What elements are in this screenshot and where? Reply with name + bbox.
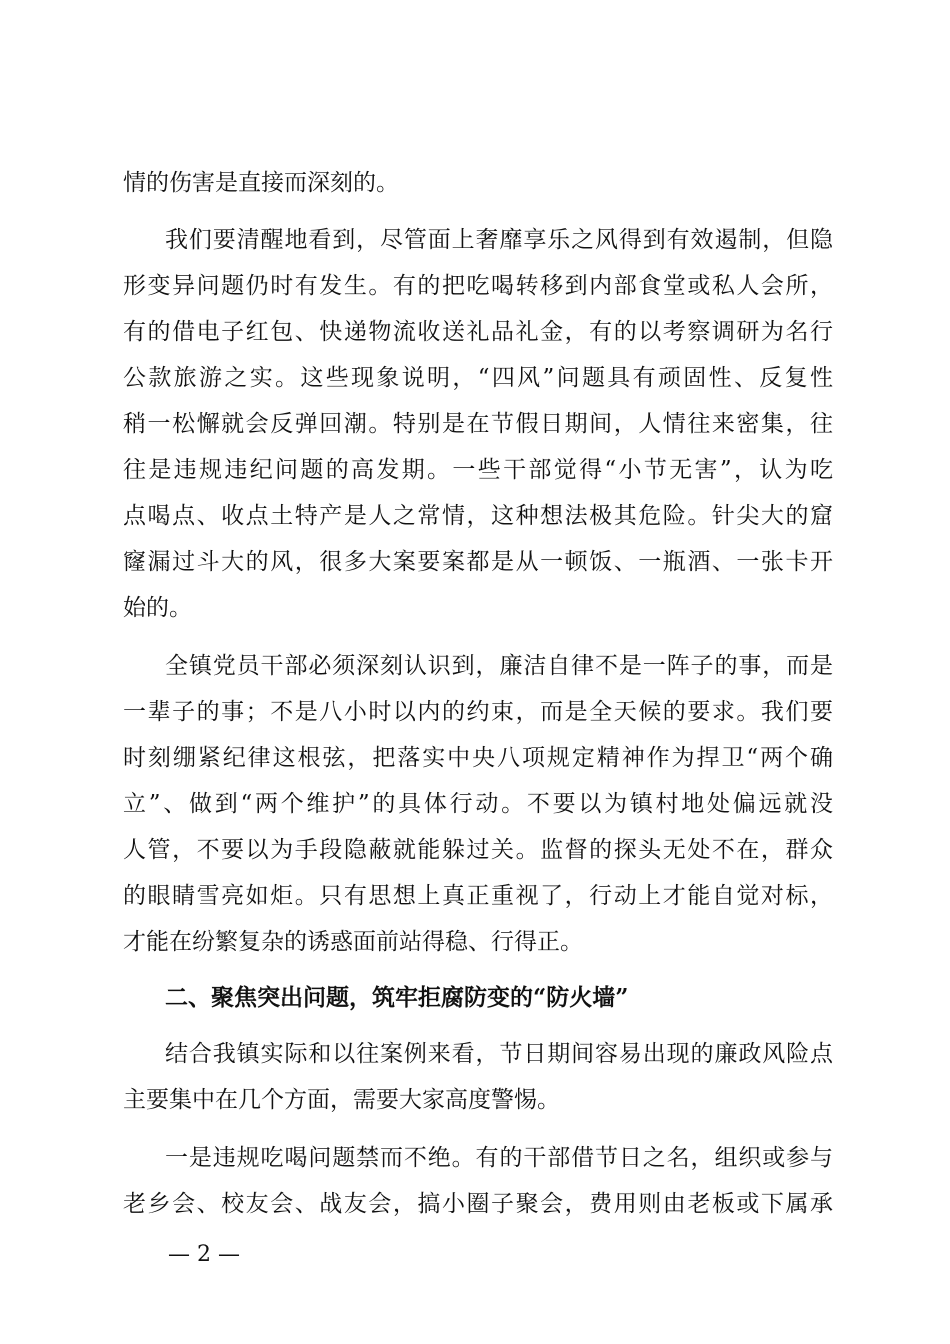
body-text-line: 时刻绷紧纪律这根弦，把落实中央八项规定精神作为捍卫“两个确 (123, 745, 833, 771)
body-text-line: 往是违规违纪问题的高发期。一些干部觉得“小节无害”，认为吃 (123, 457, 833, 483)
body-text-line: 窿漏过斗大的风，很多大案要案都是从一顿饭、一瓶酒、一张卡开 (123, 549, 833, 575)
body-text-line: 主要集中在几个方面，需要大家高度警惕。 (123, 1087, 560, 1113)
body-text-line: 一辈子的事；不是八小时以内的约束，而是全天候的要求。我们要 (123, 699, 833, 725)
page-number: — 2 — (168, 1242, 240, 1267)
body-text-line: 老乡会、校友会、战友会，搞小圈子聚会，费用则由老板或下属承 (123, 1191, 833, 1217)
paragraph-first-line: 我们要清醒地看到，尽管面上奢靡享乐之风得到有效遏制，但隐 (165, 227, 833, 253)
body-text-line: 才能在纷繁复杂的诱惑面前站得稳、行得正。 (123, 929, 583, 955)
paragraph-first-line: 一是违规吃喝问题禁而不绝。有的干部借节日之名，组织或参与 (165, 1145, 833, 1171)
body-text-line: 点喝点、收点土特产是人之常情，这种想法极其危险。针尖大的窟 (123, 503, 833, 529)
body-text-line: 情的伤害是直接而深刻的。 (123, 170, 399, 196)
body-text-line: 人管，不要以为手段隐蔽就能躲过关。监督的探头无处不在，群众 (123, 837, 833, 863)
body-text-line: 立”、做到“两个维护”的具体行动。不要以为镇村地处偏远就没 (123, 791, 833, 817)
body-text-line: 有的借电子红包、快递物流收送礼品礼金，有的以考察调研为名行 (123, 319, 833, 345)
body-text-line: 始的。 (123, 595, 192, 621)
paragraph-first-line: 结合我镇实际和以往案例来看，节日期间容易出现的廉政风险点 (165, 1041, 833, 1067)
paragraph-first-line: 全镇党员干部必须深刻认识到，廉洁自律不是一阵子的事，而是 (165, 653, 833, 679)
section-heading: 二、聚焦突出问题，筑牢拒腐防变的“防火墙” (165, 984, 629, 1011)
body-text-line: 的眼睛雪亮如炬。只有思想上真正重视了，行动上才能自觉对标， (123, 883, 833, 909)
body-text-line: 公款旅游之实。这些现象说明，“四风”问题具有顽固性、反复性 (123, 365, 833, 391)
body-text-line: 稍一松懈就会反弹回潮。特别是在节假日期间，人情往来密集，往 (123, 411, 833, 437)
body-text-line: 形变异问题仍时有发生。有的把吃喝转移到内部食堂或私人会所， (123, 273, 833, 299)
